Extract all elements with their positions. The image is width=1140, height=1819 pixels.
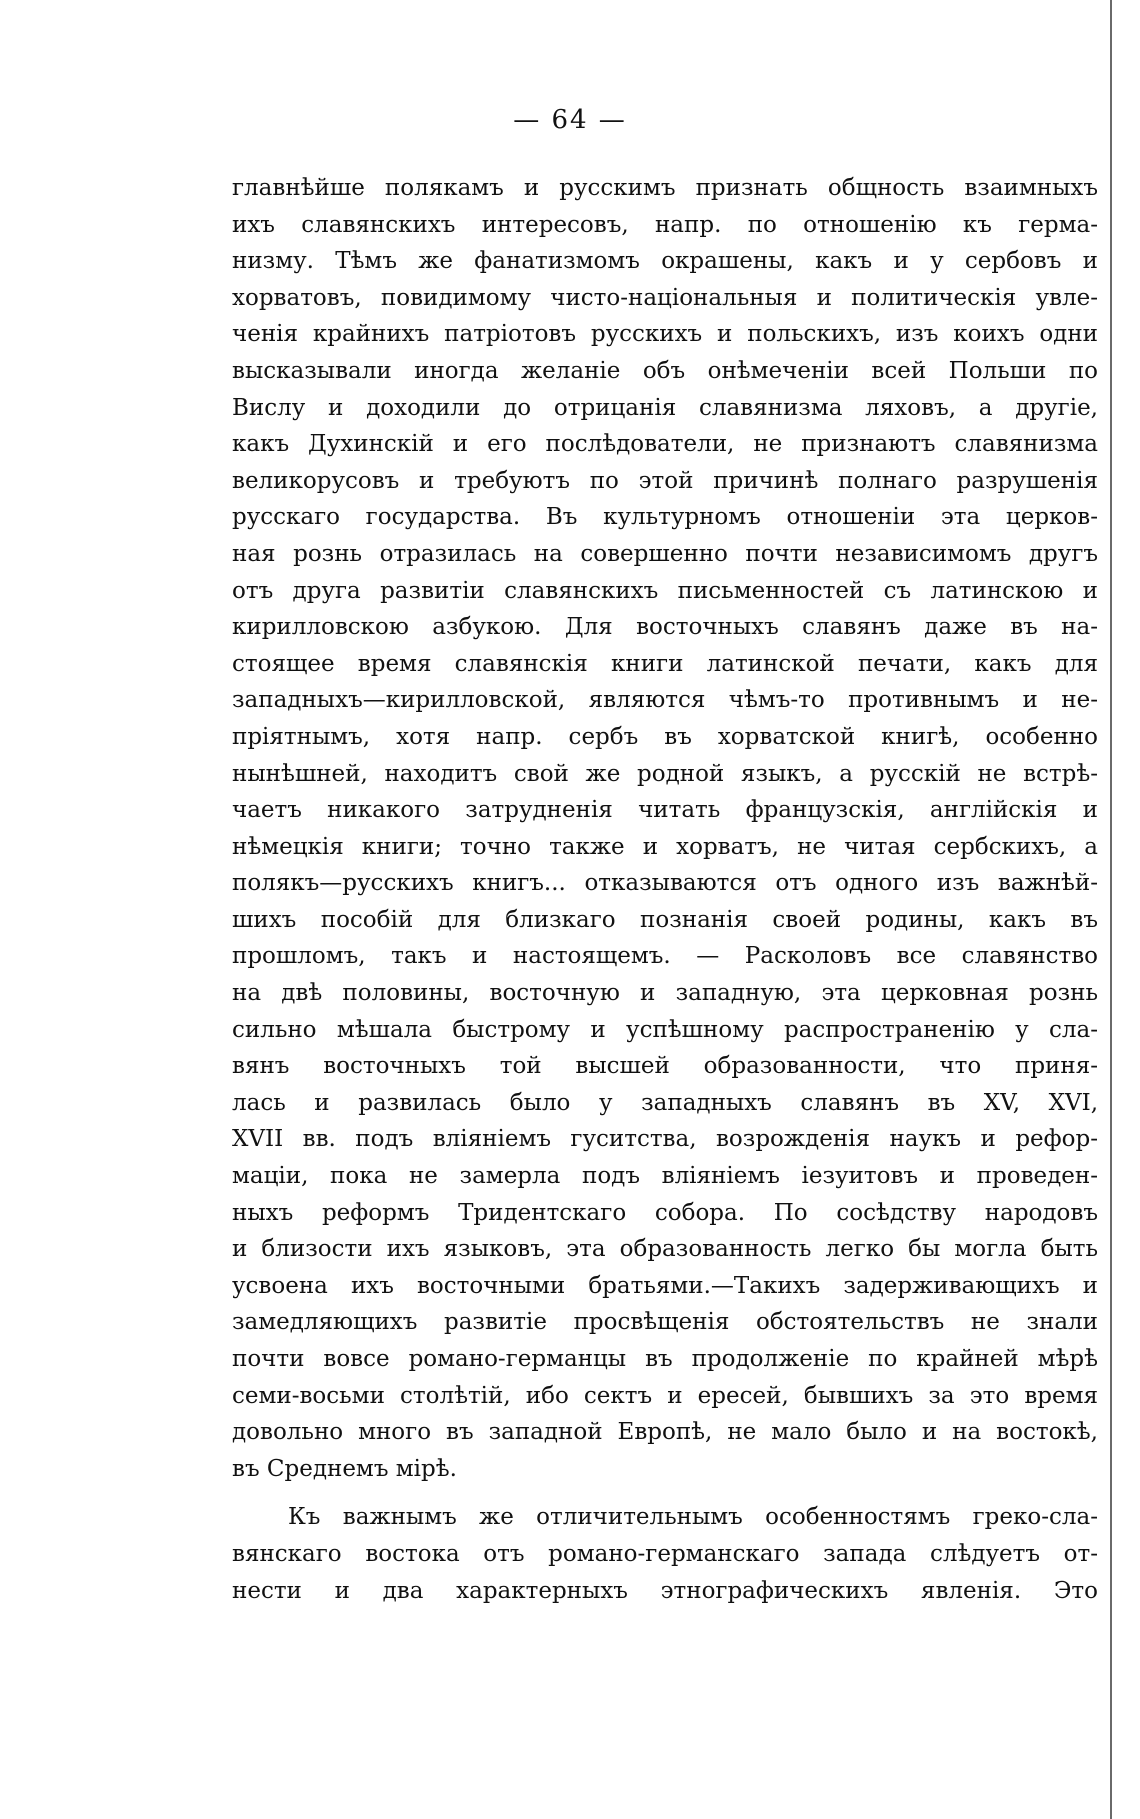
text-line: пріятнымъ, хотя напр. сербъ въ хорватской книгѣ, особенно bbox=[232, 723, 1098, 750]
text-line: ныхъ реформъ Тридентскаго собора. По сосѣдству народовъ bbox=[232, 1199, 1098, 1226]
text-line: маціи, пока не замерла подъ вліяніемъ іезуитовъ и проведен- bbox=[232, 1163, 1098, 1190]
text-line: отъ друга развитіи славянскихъ письменностей съ латинскою и bbox=[232, 577, 1098, 604]
body-text bbox=[232, 170, 1098, 1609]
text-line: русскаго государства. Въ культурномъ отношеніи эта церков- bbox=[232, 504, 1098, 531]
text-line: вянъ восточныхъ той высшей образованности, что приня- bbox=[232, 1053, 1098, 1080]
text-line: прошломъ, такъ и настоящемъ. — Расколовъ все славянство bbox=[232, 943, 1098, 970]
text-line: нести и два характерныхъ этнографическихъ явленія. Это bbox=[232, 1577, 1098, 1604]
text-line: и близости ихъ языковъ, эта образованность легко бы могла быть bbox=[232, 1236, 1098, 1263]
text-line: полякъ—русскихъ книгъ... отказываются отъ одного изъ важнѣй- bbox=[232, 870, 1098, 897]
page-edge-line bbox=[1110, 0, 1112, 1819]
text-line: семи-восьми столѣтій, ибо сектъ и ересей, бывшихъ за это время bbox=[232, 1382, 1098, 1409]
text-line: какъ Духинскій и его послѣдователи, не признаютъ славянизма bbox=[232, 431, 1098, 458]
text-line: низму. Тѣмъ же фанатизмомъ окрашены, какъ и у сербовъ и bbox=[232, 248, 1098, 275]
text-line: Вислу и доходили до отрицанія славянизма ляховъ, а другіе, bbox=[232, 394, 1098, 421]
text-line: кирилловскою азбукою. Для восточныхъ славянъ даже въ на- bbox=[232, 614, 1098, 641]
text-line: сильно мѣшала быстрому и успѣшному распространенію у сла- bbox=[232, 1016, 1098, 1043]
text-line: замедляющихъ развитіе просвѣщенія обстоятельствъ не знали bbox=[232, 1309, 1098, 1336]
text-line: довольно много въ западной Европѣ, не мало было и на востокѣ, bbox=[232, 1419, 1098, 1446]
text-line: нынѣшней, находитъ свой же родной языкъ, а русскій не встрѣ- bbox=[232, 760, 1098, 787]
text-line: XVII вв. подъ вліяніемъ гуситства, возрожденія наукъ и рефор- bbox=[232, 1126, 1098, 1153]
text-line: хорватовъ, повидимому чисто-національныя и политическія увле- bbox=[232, 284, 1098, 311]
text-line: лась и развилась было у западныхъ славянъ въ XV, XVI, bbox=[232, 1089, 1098, 1116]
text-line: высказывали иногда желаніе объ онѣмеченіи всей Польши по bbox=[232, 357, 1098, 384]
text-line: западныхъ—кирилловской, являются чѣмъ-то противнымъ и не- bbox=[232, 687, 1098, 714]
text-line: на двѣ половины, восточную и западную, эта церковная рознь bbox=[232, 980, 1098, 1007]
paragraph-gap bbox=[232, 1487, 1098, 1499]
page-number: — 64 — bbox=[513, 105, 627, 135]
text-line: главнѣйше полякамъ и русскимъ признать общность взаимныхъ bbox=[232, 175, 1098, 201]
text-line: почти вовсе романо-германцы въ продолженіе по крайней мѣрѣ bbox=[232, 1346, 1098, 1372]
text-line: нѣмецкія книги; точно также и хорватъ, не читая сербскихъ, а bbox=[232, 833, 1098, 860]
text-line: ихъ славянскихъ интересовъ, напр. по отношенію къ герма- bbox=[232, 211, 1098, 238]
paragraph bbox=[232, 170, 1098, 1487]
text-line: въ Среднемъ мірѣ. bbox=[232, 1455, 457, 1482]
text-line: Къ важнымъ же отличительнымъ особенностямъ греко-сла- bbox=[288, 1504, 1098, 1531]
text-line: ченія крайнихъ патріотовъ русскихъ и польскихъ, изъ коихъ одни bbox=[232, 321, 1098, 348]
paragraph bbox=[232, 1499, 1098, 1609]
text-line: шихъ пособій для близкаго познанія своей родины, какъ въ bbox=[232, 906, 1098, 933]
text-line: вянскаго востока отъ романо-германскаго запада слѣдуетъ от- bbox=[232, 1540, 1098, 1567]
text-line: великорусовъ и требуютъ по этой причинѣ полнаго разрушенія bbox=[232, 467, 1098, 494]
text-line: чаетъ никакого затрудненія читать французскія, англійскія и bbox=[232, 797, 1098, 824]
text-line: ная рознь отразилась на совершенно почти независимомъ другъ bbox=[232, 540, 1098, 567]
text-line: стоящее время славянскія книги латинской печати, какъ для bbox=[232, 650, 1098, 677]
text-line: усвоена ихъ восточными братьями.—Такихъ задерживающихъ и bbox=[232, 1272, 1098, 1299]
